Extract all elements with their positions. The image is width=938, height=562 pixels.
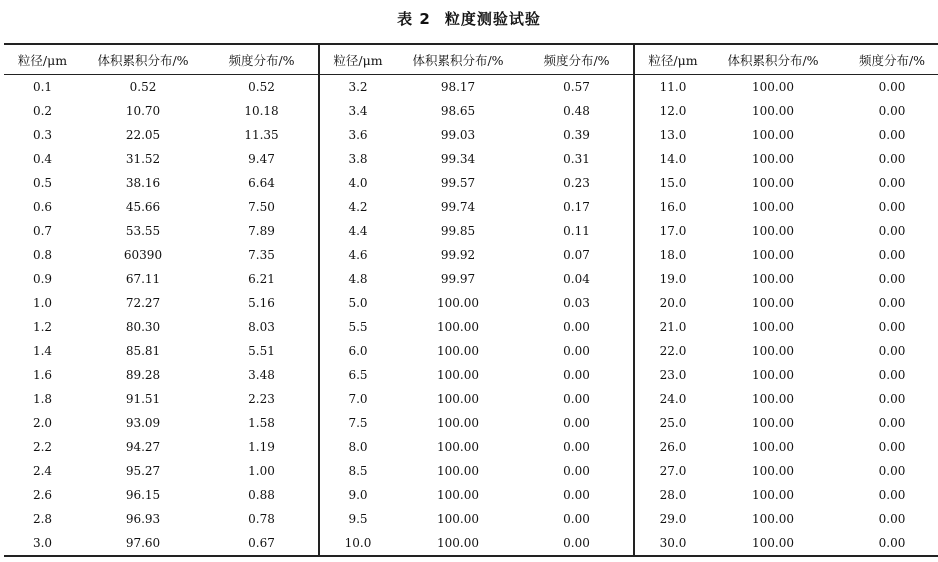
- table-cell: 100.00: [752, 104, 794, 118]
- table-cell: 9.0: [319, 483, 396, 507]
- table-cell: 100.00: [437, 512, 479, 526]
- table-cell: 100.00: [752, 80, 794, 94]
- table-cell: 0.00: [878, 248, 906, 262]
- table-cell: 0.00: [563, 464, 590, 478]
- table-cell: 0.00: [878, 464, 906, 478]
- table-row: [4, 195, 938, 219]
- table-cell: 1.6: [32, 368, 53, 382]
- table-cell: 20.0: [634, 291, 711, 315]
- table-cell: 10.18: [244, 104, 279, 118]
- table-row: [4, 243, 938, 267]
- table-cell: 0.00: [878, 80, 906, 94]
- table-cell: 1.19: [248, 440, 275, 454]
- table-cell: 0.11: [563, 224, 590, 238]
- table-cell: 7.50: [248, 200, 275, 214]
- column-header: 粒径/μm: [634, 44, 711, 75]
- table-cell: 0.52: [129, 80, 157, 94]
- table-cell: 18.0: [634, 243, 711, 267]
- table-cell: 0.00: [878, 152, 906, 166]
- table-cell: 10.0: [319, 531, 396, 556]
- table-cell: 9.47: [248, 152, 275, 166]
- table-cell: 100.00: [752, 128, 794, 142]
- table-row: [4, 339, 938, 363]
- table-cell: 3.8: [319, 147, 396, 171]
- table-cell: 4.4: [319, 219, 396, 243]
- table-cell: 0.00: [878, 488, 906, 502]
- table-cell: 11.35: [244, 128, 279, 142]
- table-cell: 6.21: [248, 272, 275, 286]
- table-cell: 99.03: [440, 128, 476, 142]
- table-cell: 0.00: [563, 320, 590, 334]
- table-cell: 0.1: [32, 80, 53, 94]
- table-cell: 100.00: [752, 344, 794, 358]
- table-cell: 2.4: [32, 464, 53, 478]
- table-cell: 27.0: [634, 459, 711, 483]
- table-cell: 23.0: [634, 363, 711, 387]
- table-cell: 96.93: [125, 512, 161, 526]
- table-cell: 3.0: [4, 531, 81, 556]
- table-cell: 0.48: [563, 104, 590, 118]
- table-cell: 100.00: [752, 224, 794, 238]
- table-cell: 0.00: [563, 416, 590, 430]
- table-row: [4, 459, 938, 483]
- table-cell: 26.0: [634, 435, 711, 459]
- table-cell: 15.0: [634, 171, 711, 195]
- table-cell: 0.00: [878, 512, 906, 526]
- table-row: [4, 99, 938, 123]
- table-row: [4, 363, 938, 387]
- table-cell: 100.00: [752, 464, 794, 478]
- table-cell: 100.00: [437, 296, 479, 310]
- table-cell: 0.88: [248, 488, 275, 502]
- table-cell: 0.00: [878, 128, 906, 142]
- table-cell: 5.16: [248, 296, 275, 310]
- table-cell: 21.0: [634, 315, 711, 339]
- table-cell: 29.0: [634, 507, 711, 531]
- table-cell: 7.0: [319, 387, 396, 411]
- table-cell: 100.00: [752, 176, 794, 190]
- table-cell: 0.5: [32, 176, 53, 190]
- table-cell: 100.00: [752, 416, 794, 430]
- table-cell: 99.57: [440, 176, 476, 190]
- table-cell: 1.58: [248, 416, 275, 430]
- table-cell: 72.27: [125, 296, 161, 310]
- column-header: 粒径/μm: [4, 44, 81, 75]
- table-cell: 1.0: [32, 296, 53, 310]
- table-cell: 53.55: [125, 224, 161, 238]
- table-cell: 1.8: [32, 392, 53, 406]
- table-cell: 2.8: [32, 512, 53, 526]
- table-cell: 24.0: [634, 387, 711, 411]
- table-row: [4, 123, 938, 147]
- table-cell: 0.00: [563, 512, 590, 526]
- table-cell: 0.00: [878, 176, 906, 190]
- table-cell: 0.8: [32, 248, 53, 262]
- table-cell: 7.35: [248, 248, 275, 262]
- table-cell: 22.05: [125, 128, 161, 142]
- column-header: 体积累积分布/%: [711, 44, 835, 75]
- table-cell: 0.00: [563, 368, 590, 382]
- table-cell: 99.85: [440, 224, 476, 238]
- table-row: [4, 411, 938, 435]
- table-cell: 5.0: [319, 291, 396, 315]
- table-cell: 0.00: [878, 104, 906, 118]
- table-cell: 99.97: [440, 272, 476, 286]
- table-cell: 5.51: [248, 344, 275, 358]
- table-cell: 3.2: [319, 75, 396, 100]
- table-cell: 0.00: [878, 392, 906, 406]
- table-cell: 0.04: [563, 272, 590, 286]
- table-cell: 6.5: [319, 363, 396, 387]
- table-cell: 0.00: [878, 416, 906, 430]
- table-cell: 0.00: [878, 224, 906, 238]
- table-cell: 0.03: [563, 296, 590, 310]
- table-cell: 11.0: [634, 75, 711, 100]
- column-header: 频度分布/%: [835, 44, 938, 75]
- table-cell: 22.0: [634, 339, 711, 363]
- table-row: [4, 171, 938, 195]
- table-cell: 1.2: [32, 320, 53, 334]
- table-cell: 100.00: [752, 368, 794, 382]
- table-cell: 0.7: [32, 224, 53, 238]
- table-cell: 100.00: [752, 512, 794, 526]
- table-cell: 2.2: [32, 440, 53, 454]
- table-row: [4, 267, 938, 291]
- table-cell: 0.00: [878, 200, 906, 214]
- table-cell: 100.00: [437, 392, 479, 406]
- table-cell: 100.00: [752, 320, 794, 334]
- table-cell: 100.00: [752, 392, 794, 406]
- table-row: [4, 75, 938, 100]
- table-cell: 100.00: [437, 320, 479, 334]
- table-cell: 0.52: [248, 80, 275, 94]
- table-body: [4, 75, 938, 557]
- table-cell: 96.15: [125, 488, 161, 502]
- table-cell: 97.60: [81, 531, 205, 556]
- table-cell: 16.0: [634, 195, 711, 219]
- table-cell: 0.17: [563, 200, 590, 214]
- table-cell: 98.65: [440, 104, 476, 118]
- table-cell: 99.74: [440, 200, 476, 214]
- table-cell: 93.09: [125, 416, 161, 430]
- table-cell: 0.00: [878, 440, 906, 454]
- table-cell: 0.2: [32, 104, 53, 118]
- table-cell: 0.00: [520, 531, 634, 556]
- column-header: 频度分布/%: [520, 44, 634, 75]
- table-cell: 7.89: [248, 224, 275, 238]
- table-cell: 91.51: [125, 392, 161, 406]
- table-cell: 17.0: [634, 219, 711, 243]
- column-header: 粒径/μm: [319, 44, 396, 75]
- table-cell: 0.00: [563, 488, 590, 502]
- table-row: [4, 387, 938, 411]
- table-cell: 0.9: [32, 272, 53, 286]
- header-row: [4, 44, 938, 75]
- table-cell: 0.31: [563, 152, 590, 166]
- table-cell: 0.00: [878, 344, 906, 358]
- table-cell: 4.2: [319, 195, 396, 219]
- table-cell: 3.48: [248, 368, 275, 382]
- table-cell: 0.00: [878, 320, 906, 334]
- table-cell: 100.00: [752, 200, 794, 214]
- table-cell: 28.0: [634, 483, 711, 507]
- table-cell: 67.11: [125, 272, 161, 286]
- table-cell: 8.0: [319, 435, 396, 459]
- table-cell: 100.00: [437, 344, 479, 358]
- table-cell: 89.28: [125, 368, 161, 382]
- table-title: [0, 8, 938, 29]
- table-cell: 0.67: [205, 531, 319, 556]
- table-cell: 0.23: [563, 176, 590, 190]
- table-cell: 100.00: [711, 531, 835, 556]
- table-cell: 7.5: [319, 411, 396, 435]
- table-cell: 100.00: [752, 152, 794, 166]
- table-cell: 100.00: [437, 416, 479, 430]
- table-row: [4, 147, 938, 171]
- table-row: [4, 435, 938, 459]
- table-cell: 0.4: [32, 152, 53, 166]
- table-cell: 6.64: [248, 176, 275, 190]
- table-row: [4, 483, 938, 507]
- table-cell: 4.8: [319, 267, 396, 291]
- table-cell: 100.00: [752, 440, 794, 454]
- table-cell: 100.00: [396, 531, 520, 556]
- table-cell: 0.3: [32, 128, 53, 142]
- particle-size-table: [4, 43, 938, 557]
- table-cell: 9.5: [319, 507, 396, 531]
- table-cell: 85.81: [125, 344, 161, 358]
- table-cell: 4.6: [319, 243, 396, 267]
- table-cell: 2.23: [248, 392, 275, 406]
- table-cell: 100.00: [752, 272, 794, 286]
- table-cell: 12.0: [634, 99, 711, 123]
- table-cell: 99.92: [440, 248, 476, 262]
- table-cell: 0.78: [248, 512, 275, 526]
- table-cell: 100.00: [437, 488, 479, 502]
- table-cell: 0.00: [878, 272, 906, 286]
- table-cell: 98.17: [440, 80, 476, 94]
- table-cell: 100.00: [437, 440, 479, 454]
- table-cell: 14.0: [634, 147, 711, 171]
- table-cell: 1.4: [32, 344, 53, 358]
- column-header: 频度分布/%: [205, 44, 319, 75]
- table-cell: 0.00: [563, 440, 590, 454]
- table-cell: 0.00: [835, 531, 938, 556]
- table-row: [4, 291, 938, 315]
- table-cell: 0.00: [563, 392, 590, 406]
- table-cell: 4.0: [319, 171, 396, 195]
- table-cell: 60390: [123, 248, 163, 262]
- table-cell: 100.00: [437, 368, 479, 382]
- table-cell: 3.6: [319, 123, 396, 147]
- table-cell: 19.0: [634, 267, 711, 291]
- table-cell: 10.70: [125, 104, 161, 118]
- table-cell: 0.57: [563, 80, 590, 94]
- table-cell: 13.0: [634, 123, 711, 147]
- table-cell: 100.00: [437, 464, 479, 478]
- table-cell: 0.00: [878, 296, 906, 310]
- table-cell: 8.03: [248, 320, 275, 334]
- table-cell: 5.5: [319, 315, 396, 339]
- column-header: 体积累积分布/%: [396, 44, 520, 75]
- table-cell: 6.0: [319, 339, 396, 363]
- table-cell: 95.27: [125, 464, 161, 478]
- table-cell: 2.6: [32, 488, 53, 502]
- table-row: [4, 315, 938, 339]
- table-cell: 94.27: [125, 440, 161, 454]
- table-cell: 0.00: [878, 368, 906, 382]
- table-cell: 1.00: [248, 464, 275, 478]
- table-cell: 99.34: [440, 152, 476, 166]
- table-cell: 25.0: [634, 411, 711, 435]
- column-header: 体积累积分布/%: [81, 44, 205, 75]
- table-cell: 38.16: [125, 176, 161, 190]
- table-cell: 100.00: [752, 248, 794, 262]
- table-row: [4, 531, 938, 556]
- table-cell: 30.0: [634, 531, 711, 556]
- table-cell: 3.4: [319, 99, 396, 123]
- table-cell: 0.00: [563, 344, 590, 358]
- table-cell: 45.66: [125, 200, 161, 214]
- table-number: 表 2: [397, 10, 431, 28]
- table-cell: 0.07: [563, 248, 590, 262]
- table-cell: 100.00: [752, 296, 794, 310]
- table-cell: 8.5: [319, 459, 396, 483]
- table-cell: 2.0: [32, 416, 53, 430]
- table-cell: 0.6: [32, 200, 53, 214]
- table-cell: 100.00: [752, 488, 794, 502]
- table-cell: 31.52: [125, 152, 161, 166]
- table-cell: 80.30: [125, 320, 161, 334]
- table-caption: 粒度测验试验: [444, 10, 541, 28]
- table-cell: 0.39: [563, 128, 590, 142]
- table-row: [4, 507, 938, 531]
- table-row: [4, 219, 938, 243]
